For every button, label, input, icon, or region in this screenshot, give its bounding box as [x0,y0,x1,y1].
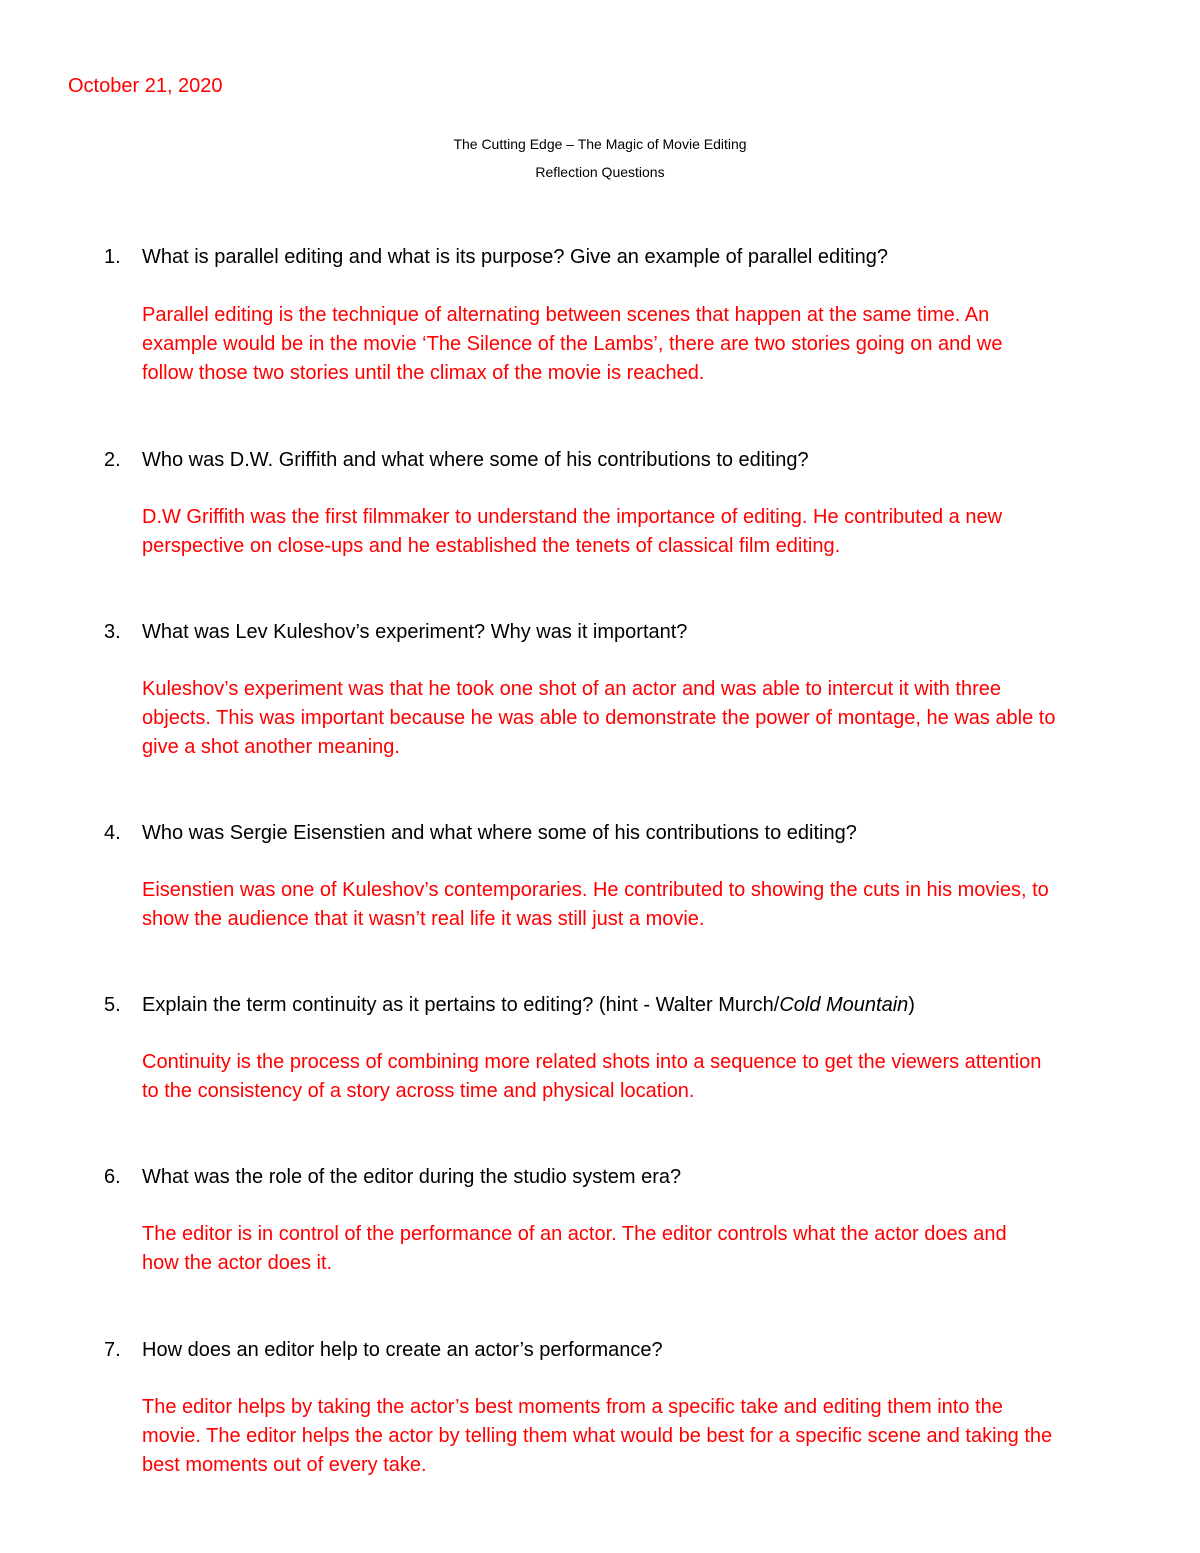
answer-text [142,503,1142,561]
answer-line: Continuity is the process of combining more related shots into a sequence to get the viewers attention [142,1051,1042,1073]
answer-text [142,301,1142,388]
answer-line: to the consistency of a story across time and physical location. [142,1080,695,1102]
question-number: 5. [104,994,121,1016]
question-text [142,991,915,1020]
question-block-4 [0,819,1200,930]
question-block-6 [0,1163,1200,1274]
answer-line: D.W Griffith was the first filmmaker to understand the importance of editing. He contributed a new [142,506,1003,528]
answer-line: Kuleshov’s experiment was that he took one shot of an actor and was able to intercut it with three [142,678,1002,700]
question-block-3 [0,618,1200,758]
document-title: The Cutting Edge – The Magic of Movie Editing [453,136,747,152]
question-number: 3. [104,621,121,643]
answer-line: follow those two stories until the climax of the movie is reached. [142,362,705,384]
film-title-italic: Cold Mountain [779,994,909,1016]
answer-line: perspective on close-ups and he established the tenets of classical film editing. [142,535,841,557]
answer-text [142,1393,1142,1480]
question-text-part: ) [908,994,915,1016]
answer-line: Parallel editing is the technique of alternating between scenes that happen at the same time. An [142,304,990,326]
question-block-7 [0,1336,1200,1476]
question-row [0,243,1200,272]
title-block [0,130,1200,186]
answer-line: objects. This was important because he was able to demonstrate the power of montage, he was able to [142,707,1056,729]
answer-line: give a shot another meaning. [142,736,400,758]
question-block-2 [0,446,1200,557]
answer-line: movie. The editor helps the actor by telling them what would be best for a specific scene and taking the [142,1425,1053,1447]
question-block-5 [0,991,1200,1102]
document-date: October 21, 2020 [68,75,223,97]
answer-line: The editor is in control of the performance of an actor. The editor controls what the actor does and [142,1223,1007,1245]
answer-text [142,876,1142,934]
question-row [0,819,1200,848]
question-row [0,1336,1200,1365]
answer-text [142,1220,1142,1278]
question-text: What is parallel editing and what is its purpose? Give an example of parallel editing? [142,246,888,268]
answer-line: show the audience that it wasn’t real life it was still just a movie. [142,908,705,930]
answer-line: best moments out of every take. [142,1454,427,1476]
question-number: 4. [104,822,121,844]
question-row [0,1163,1200,1192]
document-subtitle: Reflection Questions [535,164,665,180]
question-number: 6. [104,1166,121,1188]
question-text-part: Explain the term continuity as it pertains to editing? (hint - Walter Murch/ [142,994,780,1016]
question-number: 1. [104,246,121,268]
question-row [0,991,1200,1020]
question-text: What was the role of the editor during the studio system era? [142,1166,682,1188]
question-text: Who was D.W. Griffith and what where some of his contributions to editing? [142,449,809,471]
answer-line: The editor helps by taking the actor’s best moments from a specific take and editing them into the [142,1396,1003,1418]
answer-text [142,675,1142,762]
question-block-1 [0,243,1200,384]
question-text: What was Lev Kuleshov’s experiment? Why was it important? [142,621,688,643]
question-text: Who was Sergie Eisenstien and what where some of his contributions to editing? [142,822,857,844]
question-number: 2. [104,449,121,471]
answer-line: how the actor does it. [142,1252,333,1274]
question-number: 7. [104,1339,121,1361]
question-row [0,446,1200,475]
question-text: How does an editor help to create an actor’s performance? [142,1339,663,1361]
answer-line: Eisenstien was one of Kuleshov’s contemporaries. He contributed to showing the cuts in his movies, to [142,879,1049,901]
question-row [0,618,1200,647]
answer-text [142,1048,1142,1106]
answer-line: example would be in the movie ‘The Silence of the Lambs’, there are two stories going on and we [142,333,1003,355]
